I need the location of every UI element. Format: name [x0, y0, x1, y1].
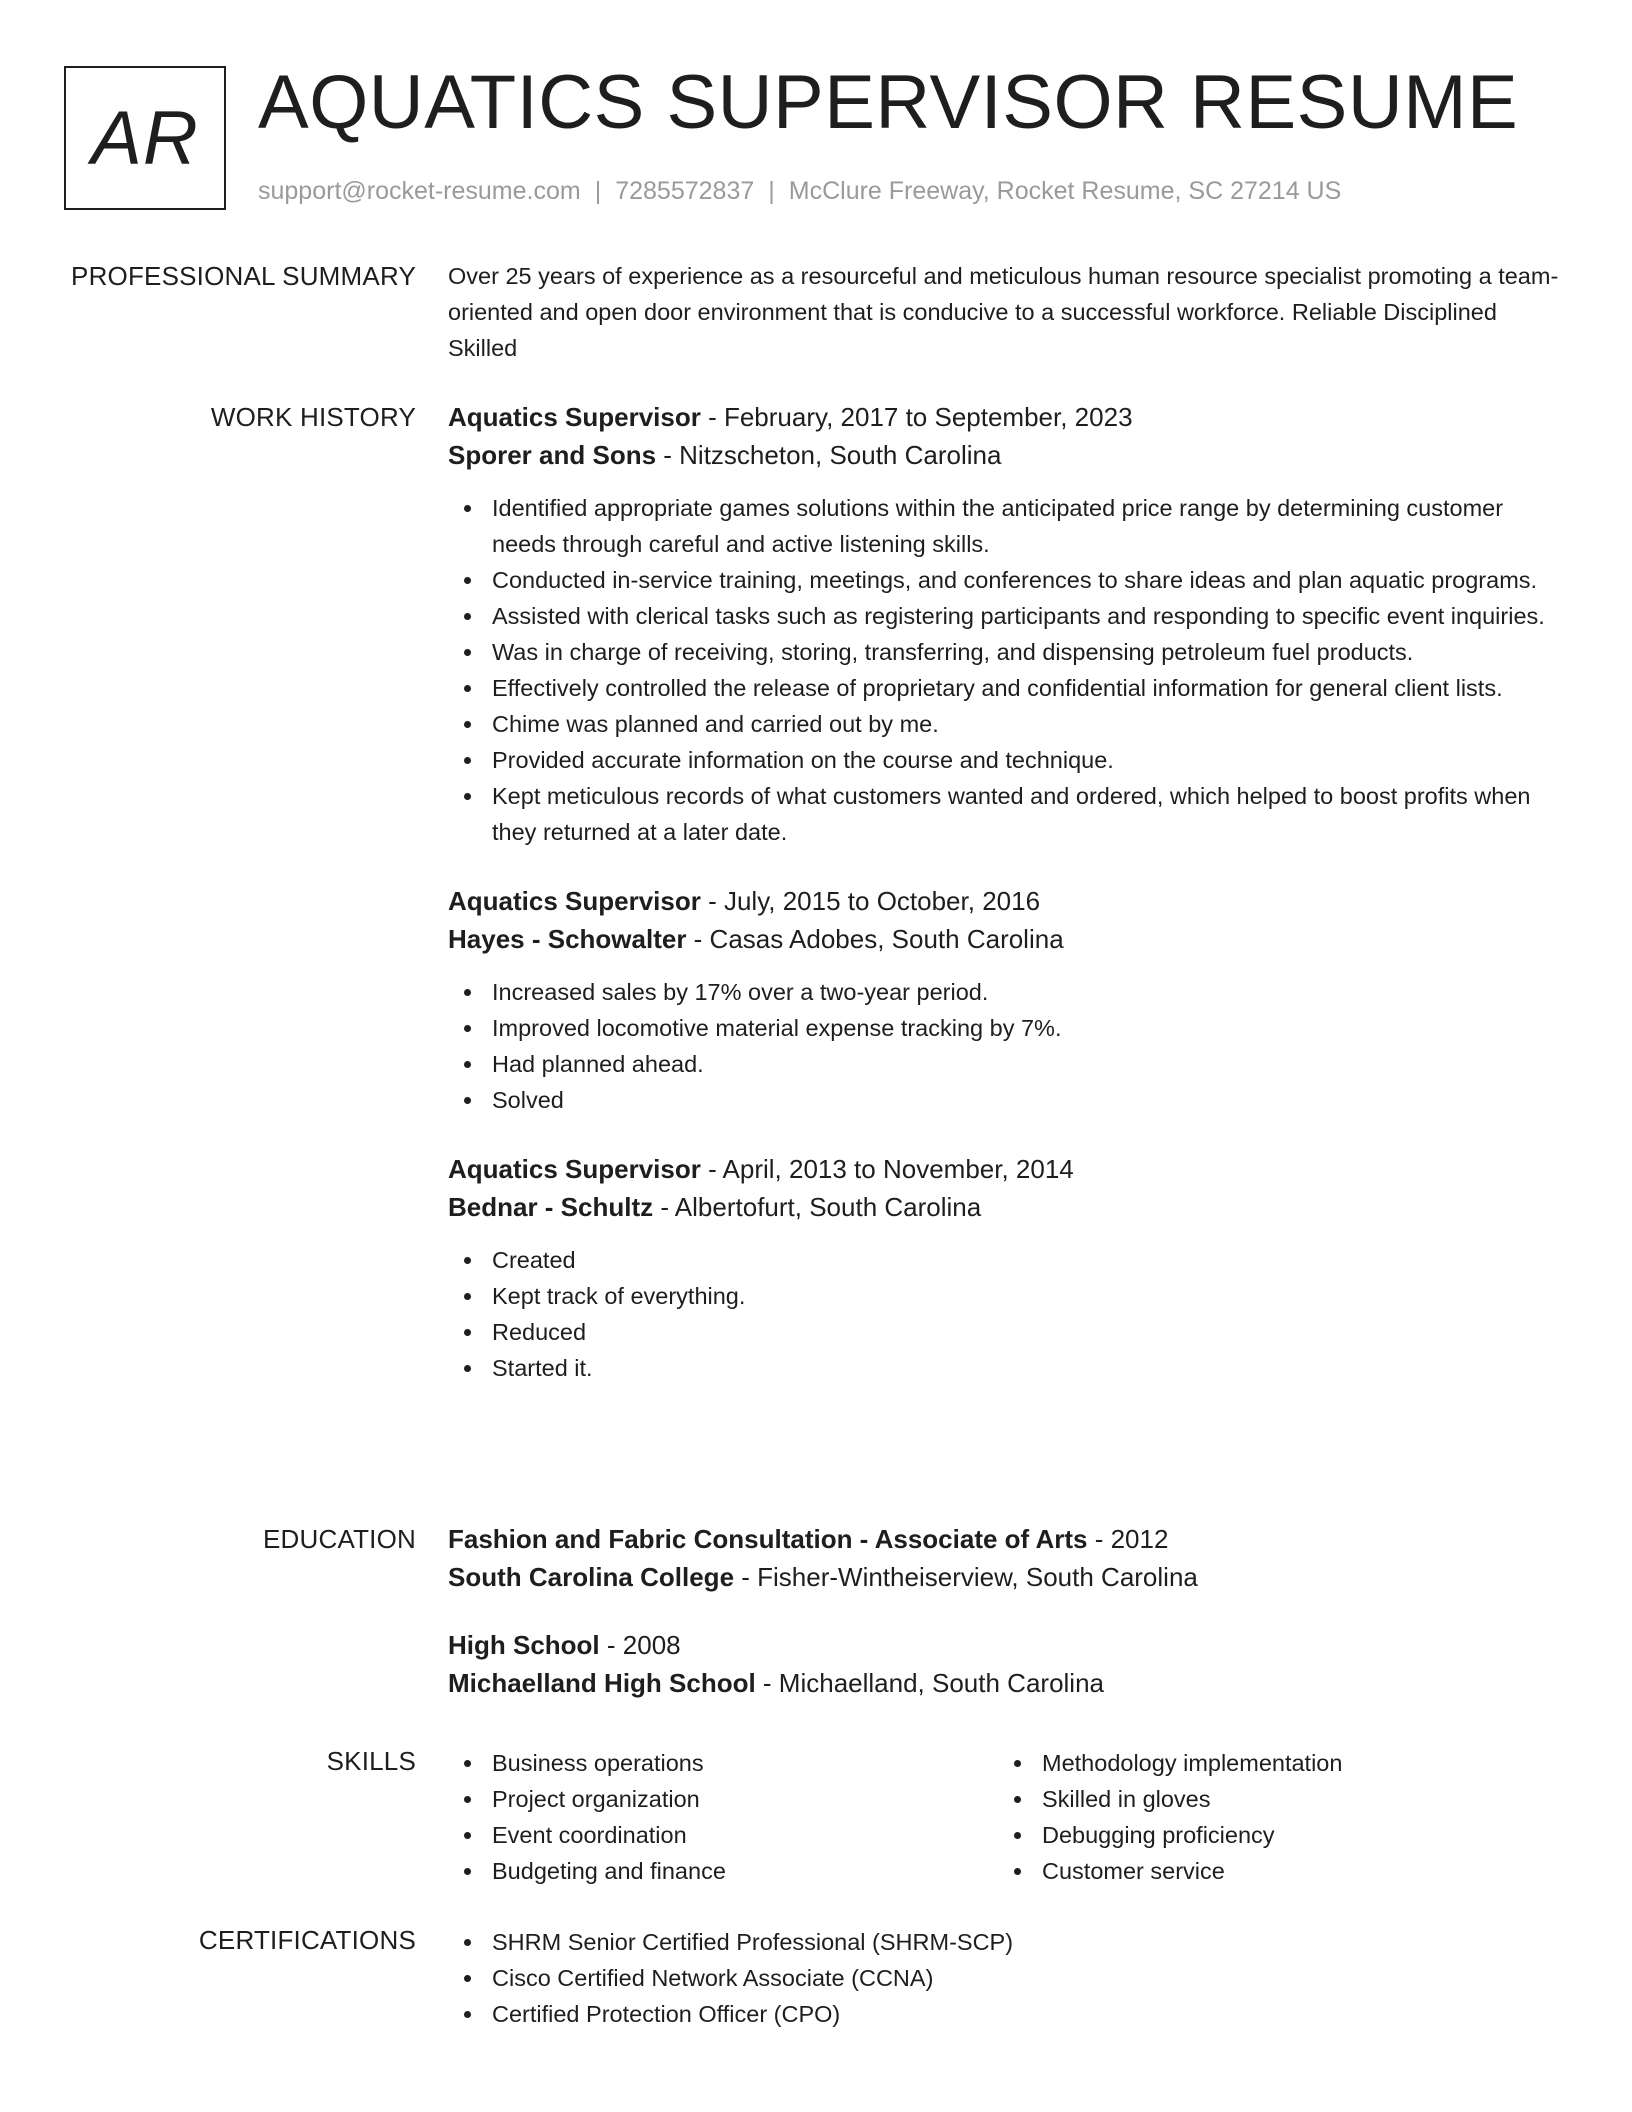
job-location: - Nitzscheton, South Carolina — [656, 440, 1002, 470]
section-label-certifications: CERTIFICATIONS — [198, 1925, 416, 1955]
education-degree: High School — [448, 1630, 600, 1660]
list-item: Kept track of everything. — [448, 1278, 1568, 1314]
section-label-work-history: WORK HISTORY — [210, 402, 416, 432]
skills-body — [448, 1745, 1568, 1889]
list-item: Kept meticulous records of what customers wanted and ordered, which helped to boost profits when they returned at a later date. — [448, 778, 1568, 850]
job-duties-list — [448, 1242, 1568, 1386]
job-company: Sporer and Sons — [448, 440, 657, 470]
job-title-line — [448, 882, 1568, 920]
education-school: South Carolina College — [448, 1562, 735, 1592]
list-item: Debugging proficiency — [998, 1817, 1548, 1853]
list-item: Solved — [448, 1082, 1568, 1118]
list-item: Provided accurate information on the course and technique. — [448, 742, 1568, 778]
list-item: Assisted with clerical tasks such as registering participants and responding to specific event inquiries. — [448, 598, 1568, 634]
section-label-education: EDUCATION — [263, 1524, 416, 1554]
education-location: - Michaelland, South Carolina — [755, 1668, 1104, 1698]
contact-line — [258, 176, 1341, 206]
list-item: Effectively controlled the release of proprietary and confidential information for general client lists. — [448, 670, 1568, 706]
job-location: - Casas Adobes, South Carolina — [686, 924, 1064, 954]
education-entry — [448, 1520, 1568, 1596]
education-body — [448, 1520, 1568, 1702]
education-school-line — [448, 1558, 1568, 1596]
list-item: Certified Protection Officer (CPO) — [448, 1996, 1568, 2032]
education-school: Michaelland High School — [448, 1668, 756, 1698]
list-item: Created — [448, 1242, 1568, 1278]
job-title-line — [448, 1150, 1568, 1188]
contact-email: support@rocket-resume.com — [258, 177, 581, 205]
list-item: Had planned ahead. — [448, 1046, 1568, 1082]
education-degree-line — [448, 1520, 1568, 1558]
job-title-line — [448, 398, 1568, 436]
education-year: - 2008 — [599, 1630, 681, 1660]
contact-separator: | — [768, 177, 775, 205]
job-entry — [448, 1150, 1568, 1386]
job-entry — [448, 882, 1568, 1118]
job-title: Aquatics Supervisor — [448, 1154, 701, 1184]
certifications-body — [448, 1924, 1568, 2032]
list-item: Reduced — [448, 1314, 1568, 1350]
job-title: Aquatics Supervisor — [448, 402, 701, 432]
contact-separator: | — [594, 177, 602, 205]
monogram-badge — [64, 66, 226, 210]
education-year: - 2012 — [1087, 1524, 1169, 1554]
education-location: - Fisher-Wintheiserview, South Carolina — [734, 1562, 1198, 1592]
job-company: Hayes - Schowalter — [448, 924, 687, 954]
job-location: - Albertofurt, South Carolina — [653, 1192, 982, 1222]
list-item: Chime was planned and carried out by me. — [448, 706, 1568, 742]
job-company-line — [448, 1188, 1568, 1226]
resume-title: AQUATICS SUPERVISOR RESUME — [258, 60, 1519, 145]
list-item: Business operations — [448, 1745, 998, 1781]
job-duties-list — [448, 490, 1568, 850]
contact-phone: 7285572837 — [615, 177, 755, 205]
job-dates: - April, 2013 to November, 2014 — [700, 1154, 1074, 1184]
education-degree: Fashion and Fabric Consultation - Associate of Arts — [448, 1524, 1088, 1554]
list-item: Started it. — [448, 1350, 1568, 1386]
summary-body — [448, 258, 1568, 366]
job-dates: - February, 2017 to September, 2023 — [700, 402, 1133, 432]
list-item: Event coordination — [448, 1817, 998, 1853]
job-company: Bednar - Schultz — [448, 1192, 654, 1222]
skills-list-left — [448, 1745, 998, 1889]
job-title: Aquatics Supervisor — [448, 886, 701, 916]
job-company-line — [448, 436, 1568, 474]
contact-address: McClure Freeway, Rocket Resume, SC 27214 US — [788, 177, 1342, 205]
job-company-line — [448, 920, 1568, 958]
list-item: Methodology implementation — [998, 1745, 1548, 1781]
list-item: Was in charge of receiving, storing, transferring, and dispensing petroleum fuel products. — [448, 634, 1568, 670]
list-item: Project organization — [448, 1781, 998, 1817]
list-item: Increased sales by 17% over a two-year period. — [448, 974, 1568, 1010]
monogram-initials: AR — [91, 95, 199, 181]
list-item: Skilled in gloves — [998, 1781, 1548, 1817]
skills-list-right — [998, 1745, 1548, 1889]
list-item: Cisco Certified Network Associate (CCNA) — [448, 1960, 1568, 1996]
list-item: Customer service — [998, 1853, 1548, 1889]
summary-text: Over 25 years of experience as a resourceful and meticulous human resource specialist promoting a team-oriented and open door environment that is conducive to a successful workforce. Reliable Disciplined Skilled — [448, 263, 1559, 361]
job-dates: - July, 2015 to October, 2016 — [700, 886, 1041, 916]
section-label-skills: SKILLS — [326, 1746, 416, 1776]
certifications-list — [448, 1924, 1568, 2032]
list-item: SHRM Senior Certified Professional (SHRM-SCP) — [448, 1924, 1568, 1960]
list-item: Budgeting and finance — [448, 1853, 998, 1889]
job-entry — [448, 398, 1568, 850]
education-school-line — [448, 1664, 1568, 1702]
list-item: Improved locomotive material expense tracking by 7%. — [448, 1010, 1568, 1046]
list-item: Conducted in-service training, meetings, and conferences to share ideas and plan aquatic programs. — [448, 562, 1568, 598]
education-entry — [448, 1626, 1568, 1702]
section-label-summary: PROFESSIONAL SUMMARY — [71, 261, 416, 291]
job-duties-list — [448, 974, 1568, 1118]
list-item: Identified appropriate games solutions within the anticipated price range by determining customer needs through careful and active listening skills. — [448, 490, 1568, 562]
education-degree-line — [448, 1626, 1568, 1664]
work-history-body — [448, 398, 1568, 1386]
